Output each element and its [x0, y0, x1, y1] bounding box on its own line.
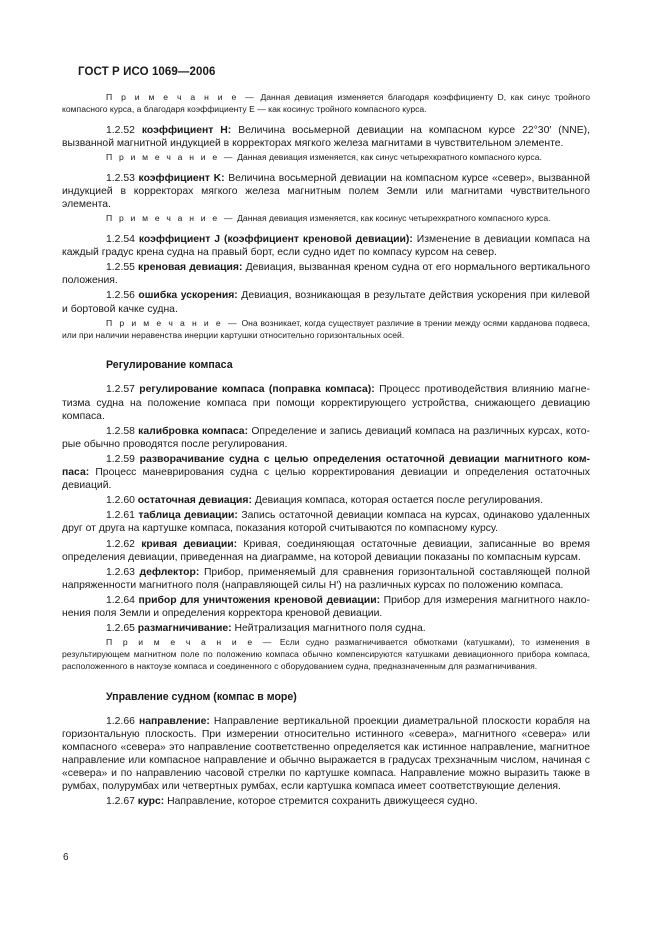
note-paragraph	[62, 637, 590, 673]
definition-paragraph	[62, 494, 590, 507]
definition-paragraph	[62, 795, 590, 808]
note-paragraph	[62, 92, 590, 116]
term: креновая девиация:	[138, 262, 243, 274]
definition-paragraph	[62, 594, 590, 620]
clause-number: 1.2.53	[106, 172, 135, 184]
clause-number: 1.2.63	[106, 566, 135, 578]
term: таблица девиации:	[138, 510, 238, 522]
clause-number: 1.2.67	[106, 796, 135, 808]
definition-text: Величина восьмерной девиации на компасном курсе 22°30′ (NNE), вызванной магнитной индукцией в корректорах мягкого железа магнитами в чувствительном элементе.	[62, 124, 590, 149]
note-text: Если судно размагничивается обмотками (катушками), то изменения в результирующем магнитном поле по положению компаса обычно компенсируются катушками девиационного прибора компаса, расположенного в нактоузе компаса и соединенного с оборудованием судна, предназначенным для размагничивания.	[62, 637, 590, 671]
definition-paragraph	[62, 509, 590, 535]
page-number: 6	[63, 852, 69, 863]
term: ошибка ускорения:	[138, 290, 238, 302]
clause-number: 1.2.56	[106, 290, 135, 302]
definition-paragraph	[62, 538, 590, 564]
definition-text: Запись остаточной девиации компаса на курсах, одинаково удаленных друг от друга на картушке компаса, показания которой считываются по компасному курсу.	[62, 510, 590, 535]
document-header: ГОСТ Р ИСО 1069—2006	[78, 66, 216, 78]
definition-text: Направление, которое стремится сохранить движущееся судно.	[167, 796, 478, 808]
note-label: П р и м е ч а н и е —	[106, 152, 235, 162]
note-paragraph	[62, 213, 590, 225]
term: калибровка компаса:	[138, 425, 249, 437]
definition-text: Прибор для измерения магнитного наклонения поля Земли и определения корректора креновой девиации.	[62, 594, 590, 619]
term: коэффициент J (коэффициент креновой девиации):	[138, 234, 413, 246]
note-paragraph	[62, 152, 590, 164]
definition-text: Кривая, соединяющая остаточные девиации, записанные во время определения девиации, приведенная на диаграмме, на которой девиации показаны по компасным курсам.	[62, 538, 591, 563]
term: коэффициент H:	[141, 124, 232, 136]
note-text: Данная девиация изменяется благодаря коэффициенту D, как синус тройного компасного курса, а благодаря коэффициенту E — как косинус тройного компасного курса.	[62, 92, 590, 114]
note-label: П р и м е ч а н и е —	[106, 213, 235, 224]
clause-number: 1.2.61	[106, 510, 135, 522]
definition-paragraph	[62, 622, 590, 635]
definition-paragraph	[62, 425, 590, 451]
term: регулирование компаса (поправка компаса):	[139, 384, 375, 396]
note-label: П р и м е ч а н и е —	[106, 92, 256, 102]
term: остаточная девиация:	[137, 495, 252, 507]
clause-number: 1.2.60	[106, 495, 135, 507]
document-body	[62, 92, 590, 811]
definition-paragraph	[62, 233, 590, 259]
definition-text: Девиация компаса, которая остается после регулирования.	[254, 495, 543, 507]
term: направление:	[138, 715, 210, 727]
clause-number: 1.2.54	[106, 234, 135, 246]
note-text: Она возникает, когда существует различие в трении между осями карданова подвеса, или при наличии неравенства инерции картушки относительно горизонтальных осей.	[62, 317, 591, 340]
definition-paragraph	[62, 566, 590, 592]
clause-number: 1.2.59	[106, 453, 135, 465]
term: кривая девиации:	[141, 538, 238, 550]
clause-number: 1.2.57	[106, 384, 135, 396]
definition-paragraph	[62, 453, 590, 492]
definition-text: Девиация, возникающая в результате действия ускорения при килевой и бортовой качке судна.	[62, 290, 590, 315]
clause-number: 1.2.66	[106, 715, 135, 727]
term: дефлектор:	[139, 566, 200, 578]
section-heading: Управление судном (компас в море)	[106, 690, 297, 703]
definition-text: Процесс маневрирования судна с целью корректирования девиации и определения остаточных девиаций.	[62, 467, 590, 492]
definition-text: Изменение в девиации компаса на каждый градус крена судна на правый борт, если судно идет по компасу курсом на север.	[62, 234, 591, 259]
clause-number: 1.2.58	[106, 425, 135, 437]
term: размагничивание:	[137, 623, 232, 635]
note-text: Данная девиация изменяется, как синус четырехкратного компасного курса.	[237, 152, 542, 162]
note-text: Данная девиация изменяется, как косинус четырехкратного компасного курса.	[237, 213, 551, 224]
term: коэффициент K:	[138, 172, 225, 184]
term: курс:	[137, 796, 165, 808]
definition-paragraph	[62, 715, 590, 794]
definition-text: Девиация, вызванная креном судна от его нормального вертикального положения.	[62, 262, 591, 287]
definition-text: Прибор, применяемый для сравнения горизонтальной составляющей полной напряженности магнитного поля (направляющей силы H′) на различных курсах по положению компаса.	[62, 566, 591, 591]
note-label: П р и м е ч а н и е —	[106, 637, 274, 648]
definition-paragraph	[62, 124, 590, 150]
clause-number: 1.2.64	[106, 594, 135, 606]
definition-text: Определение и запись девиаций компаса на различных курсах, которые обычно проводятся после регулирования.	[62, 425, 590, 450]
term: разворачивание судна с целью определения остаточной девиации магнитного компаса:	[62, 453, 590, 479]
definition-text: Величина восьмерной девиации на компасном курсе «север», вызванной индукцией в корректорах мягкого железа магнитным полем Земли или магнитами чувствительного элемента.	[62, 172, 591, 211]
clause-number: 1.2.52	[106, 124, 135, 136]
term: прибор для уничтожения креновой девиации:	[138, 594, 381, 606]
definition-text: Процесс противодействия влиянию магнетизма судна на положение компаса при помощи корректирующего устройства, снижающего девиацию компаса.	[62, 384, 590, 422]
definition-paragraph	[62, 172, 590, 211]
definition-paragraph	[62, 289, 590, 315]
clause-number: 1.2.65	[106, 623, 135, 635]
section-heading: Регулирование компаса	[106, 359, 233, 372]
definition-paragraph	[62, 261, 590, 287]
definition-text: Нейтрализация магнитного поля судна.	[234, 623, 426, 635]
definition-paragraph	[62, 383, 590, 422]
note-label: П р и м е ч а н и е —	[106, 317, 239, 328]
note-paragraph	[62, 318, 590, 342]
definition-text: Направление вертикальной проекции диаметральной плоскости корабля на горизонтальную плоскость. При измерении относительно истинного «севера», магнитного «севера» или компасного «севера» это направление соответственно определяется как истинное направление, магнитное направление или компасное направление и обычно выражается в градусах трехзначным числом, начиная с «севера» и по направлению часовой стрелки по картушке компаса. Направление можно выразить также в румбах, полурумбах или четвертных румбах, если картушка компаса имеет соответствующие деления.	[62, 715, 590, 793]
clause-number: 1.2.55	[106, 262, 135, 274]
clause-number: 1.2.62	[106, 538, 135, 550]
